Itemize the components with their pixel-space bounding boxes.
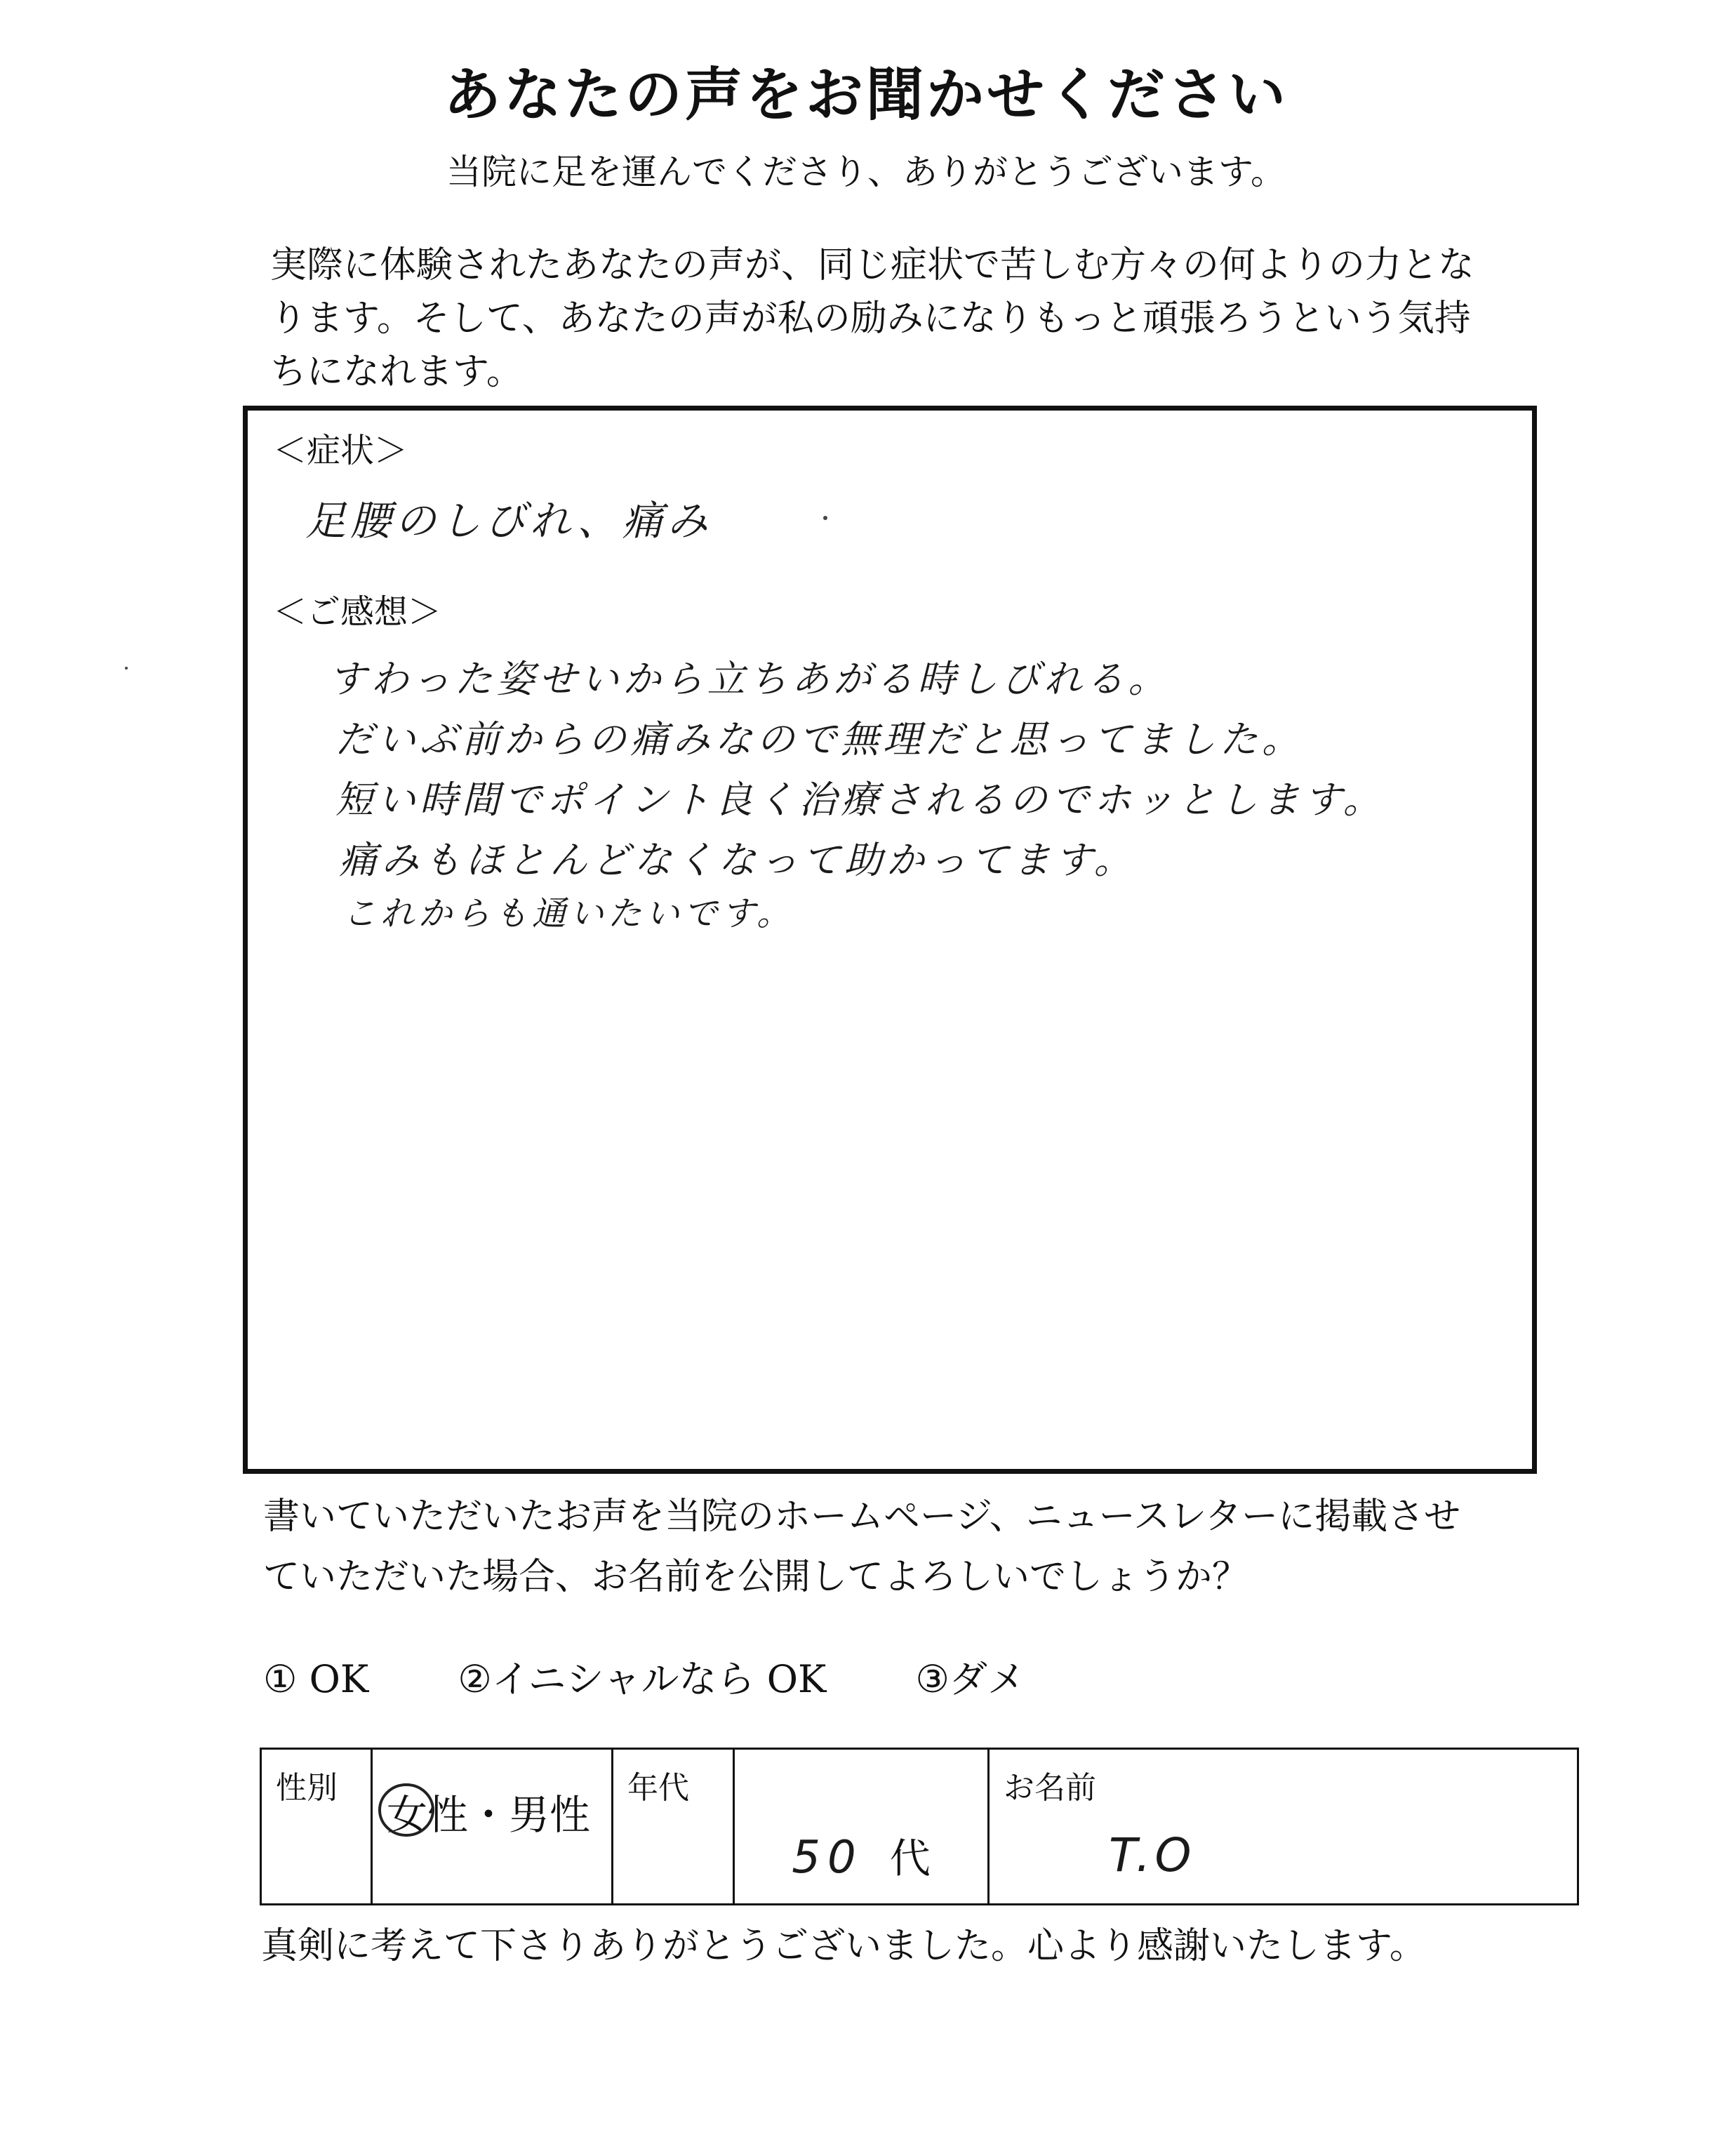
feedback-box	[243, 406, 1537, 1474]
consent-line: 書いていただいたお声を当院のホームページ、ニュースレターに掲載させ	[263, 1496, 1461, 1538]
age-value-cell	[734, 1749, 989, 1905]
page-subtitle: 当院に足を運んでくださり、ありがとうございます。	[446, 152, 1286, 192]
impression-line: だいぶ前からの痛みなので無理だと思ってました。	[335, 717, 1304, 761]
age-suffix: 代	[889, 1835, 931, 1882]
consent-question	[263, 1486, 1597, 1607]
page-title: あなたの声をお聞かせください	[443, 61, 1288, 128]
respondent-info-table	[260, 1748, 1579, 1905]
intro-line: 実際に体験されたあなたの声が、同じ症状で苦しむ方々の何よりの力とな	[270, 244, 1475, 286]
gender-female[interactable]	[387, 1782, 468, 1841]
impression-line: これからも通いたいです。	[342, 894, 795, 933]
intro-line: ちになれます。	[270, 351, 523, 393]
symptom-value: 足腰のしびれ、痛み	[305, 497, 712, 545]
gender-male[interactable]: 男性	[509, 1791, 591, 1839]
scan-speck	[823, 516, 827, 520]
gender-label-cell	[261, 1749, 372, 1905]
gender-value-cell	[372, 1749, 613, 1905]
age-value: 50	[792, 1832, 863, 1884]
gender-female-label: 女性	[387, 1791, 469, 1839]
name-value: T.O	[1109, 1828, 1196, 1882]
intro-line: ります。そして、あなたの声が私の励みになりもっと頑張ろうという気持	[270, 298, 1471, 340]
gender-separator: ・	[468, 1791, 509, 1839]
option-ok[interactable]: ① OK	[263, 1657, 369, 1701]
consent-options	[263, 1649, 1103, 1703]
impression-line: 短い時間でポイント良く治療されるのでホッとします。	[335, 778, 1385, 822]
impression-line: すわった姿せいから立ちあがる時しびれる。	[328, 657, 1171, 701]
age-label: 年代	[627, 1770, 689, 1806]
consent-line: ていただいた場合、お名前を公開してよろしいでしょうか？	[263, 1556, 1249, 1598]
scan-speck	[125, 667, 128, 670]
name-cell	[989, 1749, 1578, 1905]
intro-text	[270, 239, 1547, 399]
age-label-cell	[613, 1749, 734, 1905]
impression-line: 痛みもほとんどなくなって助かってます。	[339, 838, 1136, 882]
selected-circle-icon	[378, 1782, 437, 1841]
closing-message: 真剣に考えて下さりありがとうございました。心より感謝いたします。	[261, 1925, 1426, 1967]
name-label: お名前	[1004, 1770, 1096, 1806]
symptom-label: ＜症状＞	[273, 431, 408, 470]
gender-label: 性別	[276, 1770, 338, 1806]
option-initials-ok[interactable]: ②イニシャルなら OK	[458, 1657, 827, 1701]
impressions-label: ＜ご感想＞	[273, 592, 442, 632]
option-no[interactable]: ③ダメ	[915, 1657, 1025, 1701]
